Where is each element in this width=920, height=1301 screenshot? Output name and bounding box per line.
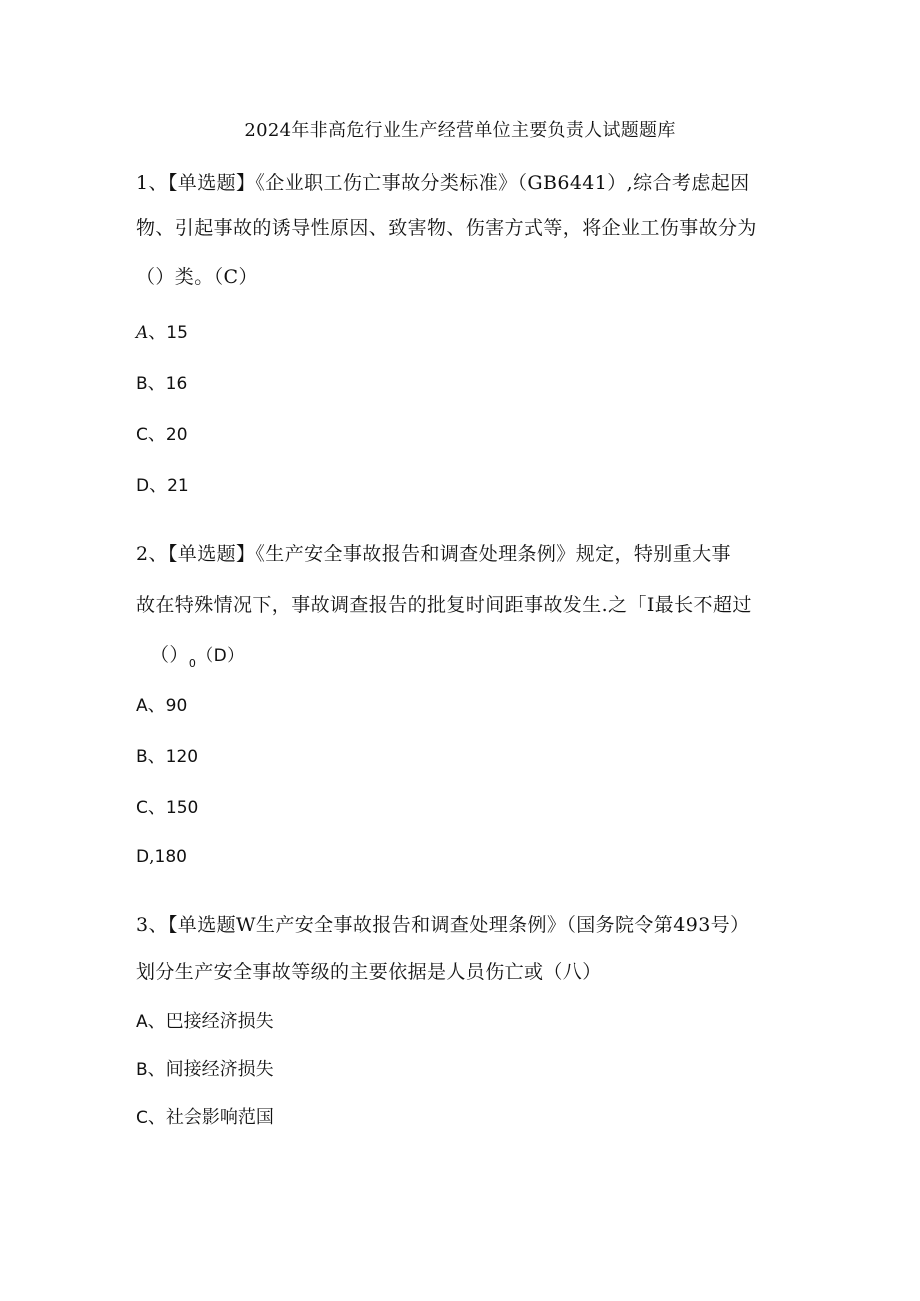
question-1-option-b <box>136 370 187 398</box>
option-value: 巴接经济损失 <box>165 1011 274 1032</box>
option-letter: C <box>136 1108 148 1128</box>
option-separator: 、 <box>147 797 166 818</box>
question-2-line-2: 故在特殊情况下，事故调查报告的批复时间距事故发生.之「I最长不超过 <box>136 594 752 616</box>
option-value: 180 <box>154 847 187 867</box>
option-value: 21 <box>167 476 189 496</box>
question-3-option-c <box>136 1104 274 1132</box>
option-separator: 、 <box>149 475 168 496</box>
option-letter: D <box>136 476 150 496</box>
option-letter: A <box>136 1012 148 1032</box>
question-1-option-a <box>136 319 188 347</box>
option-letter: B <box>136 1060 148 1080</box>
question-3-option-b <box>136 1056 274 1084</box>
blank-parentheses: （） <box>150 644 189 666</box>
option-value: 120 <box>165 747 199 767</box>
option-separator: 、 <box>147 695 166 716</box>
question-3-option-a <box>136 1008 274 1036</box>
option-separator: 、 <box>147 1011 166 1032</box>
option-separator: 、 <box>147 424 166 445</box>
option-letter: A <box>136 323 149 343</box>
option-value: 16 <box>165 374 188 394</box>
subscript-mark: 0 <box>188 657 197 670</box>
option-letter: C <box>136 425 148 445</box>
question-1-line-3: （）类。（C） <box>136 266 258 288</box>
question-2-option-c <box>136 794 198 822</box>
question-1-line-1: 1、【单选题】《企业职工伤亡事故分类标准》（GB6441）,综合考虑起因 <box>136 172 750 194</box>
question-2-option-a <box>136 692 187 720</box>
question-3-line-1: 3、【单选题W生产安全事故报告和调查处理条例》（国务院令第493号） <box>136 914 750 936</box>
option-letter: B <box>136 374 148 394</box>
option-value: 间接经济损失 <box>165 1059 274 1080</box>
question-2-option-b <box>136 743 198 771</box>
option-value: 90 <box>165 696 188 716</box>
option-letter: D <box>136 847 150 867</box>
document-title: 2024年非高危行业生产经营单位主要负责人试题题库 <box>244 120 676 141</box>
question-2-line-3 <box>150 640 800 679</box>
option-separator: 、 <box>148 322 167 343</box>
option-separator: 、 <box>147 1107 166 1128</box>
answer-marker: （D） <box>196 646 245 666</box>
option-letter: C <box>136 798 148 818</box>
option-value: 20 <box>165 425 188 445</box>
option-value: 15 <box>166 323 188 343</box>
question-1-option-c <box>136 421 188 449</box>
question-1-option-d <box>136 472 189 500</box>
option-value: 150 <box>165 798 199 818</box>
option-separator: 、 <box>147 373 166 394</box>
option-separator: 、 <box>147 746 166 767</box>
question-2-option-d <box>136 843 187 871</box>
option-letter: B <box>136 747 148 767</box>
question-1-line-2: 物、引起事故的诱导性原因、致害物、伤害方式等，将企业工伤事故分为 <box>136 217 757 239</box>
option-separator: 、 <box>147 1059 166 1080</box>
option-letter: A <box>136 696 148 716</box>
option-separator: , <box>149 847 155 867</box>
question-3-line-2: 划分生产安全事故等级的主要依据是人员伤亡或（八） <box>136 961 602 983</box>
option-value: 社会影响范国 <box>165 1107 274 1128</box>
question-2-line-1: 2、【单选题】《生产安全事故报告和调查处理条例》规定，特别重大事 <box>136 543 731 565</box>
